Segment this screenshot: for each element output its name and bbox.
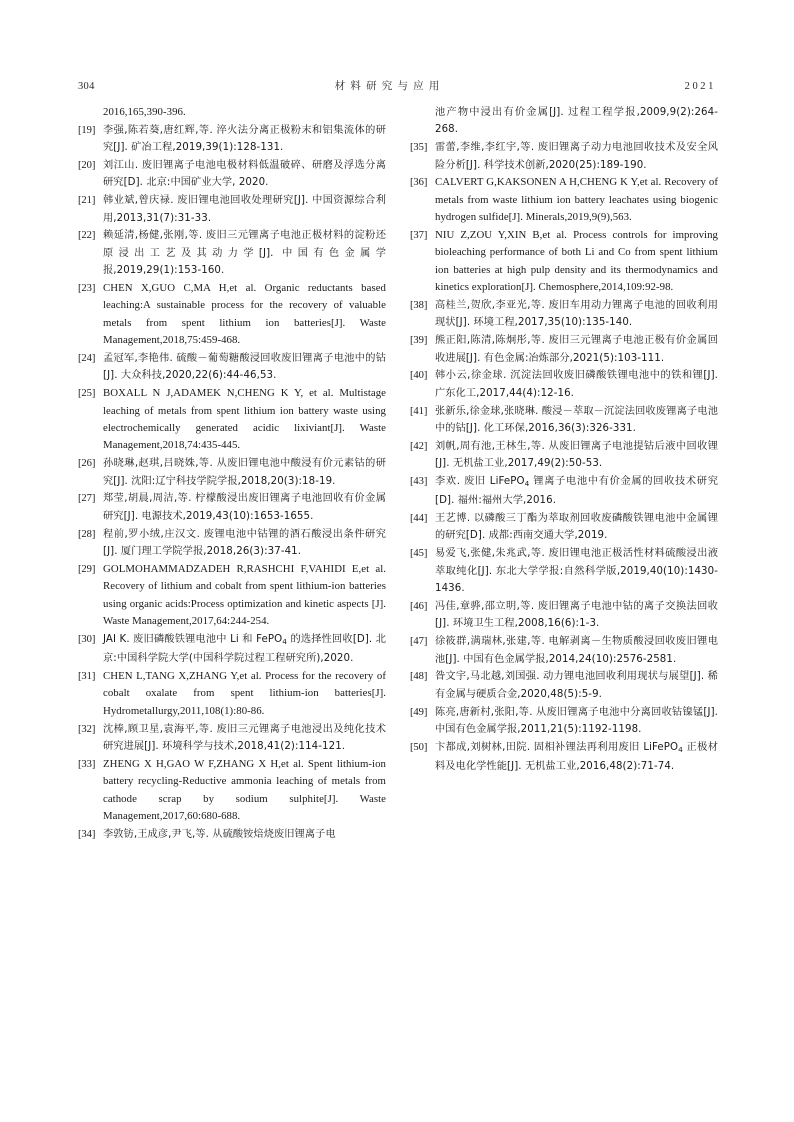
reference-text: 王艺博. 以磷酸三丁酯为萃取剂回收废磷酸铁锂电池中金属锂的研究[D]. 成都:西南交通大学,2019. — [435, 513, 718, 542]
reference-text: 冯佳,章骅,邵立明,等. 废旧锂离子电池中钴的离子交换法回收[J]. 环境卫生工程,2008,16(6):1-3. — [435, 600, 718, 630]
reference-number: [29] — [78, 563, 96, 575]
reference-text: 熊正阳,陈清,陈炯彤,等. 废旧三元锂离子电池正极有价金属回收进展[J]. 有色金属:冶炼部分,2021(5):103-111. — [435, 335, 718, 364]
reference-list — [410, 104, 718, 775]
reference-number: [48] — [410, 671, 428, 683]
reference-text: 韩小云,徐金球. 沉淀法回收废旧磷酸铁锂电池中的铁和锂[J]. 广东化工,2017,44(4):12-16. — [435, 370, 718, 399]
reference-entry — [78, 280, 386, 350]
reference-entry — [410, 633, 718, 668]
reference-entry — [410, 438, 718, 473]
reference-text: GOLMOHAMMADZADEH R,RASHCHI F,VAHIDI E,et al. Recovery of lithium and cobalt from spent lithium-ion batteries using organic acids:Process optimization and kinetic aspects [J]. Waste Management,2017,64:244-254. — [103, 562, 386, 628]
reference-number: [47] — [410, 636, 428, 648]
reference-text: 易爱飞,张健,朱兆武,等. 废旧锂电池正极活性材料硫酸浸出液萃取纯化[J]. 东北大学学报:自然科学版,2019,40(10):1430-1436. — [435, 548, 718, 595]
reference-text: 昝文宇,马北越,刘国强. 动力锂电池回收利用现状与展望[J]. 稀有金属与硬质合金,2020,48(5):5-9. — [435, 671, 718, 700]
reference-entry — [410, 598, 718, 633]
reference-entry — [78, 227, 386, 279]
left-column — [78, 104, 386, 1064]
reference-entry — [78, 192, 386, 227]
reference-number: [23] — [78, 283, 96, 295]
reference-entry — [410, 297, 718, 332]
reference-number: [45] — [410, 548, 428, 560]
reference-entry — [410, 473, 718, 510]
reference-entry — [410, 403, 718, 438]
reference-number: [33] — [78, 758, 96, 770]
reference-entry — [410, 332, 718, 367]
reference-text: 刘江山. 废旧锂离子电池电极材料低温破碎、研磨及浮选分离研究[D]. 北京:中国矿业大学, 2020. — [103, 160, 386, 189]
reference-columns — [78, 104, 718, 1064]
reference-number: [27] — [78, 493, 96, 505]
reference-number: [30] — [78, 633, 96, 645]
reference-text: NIU Z,ZOU Y,XIN B,et al. Process controls for improving bioleaching performance of both Li and Co from spent lithium ion batteries at high pulp density and its thermodynamics and kinetics exploration[J]. Chemosphere,2014,109:92-98. — [435, 229, 718, 294]
reference-number: [22] — [78, 230, 96, 242]
reference-text: 陈亮,唐新村,张阳,等. 从废旧锂离子电池中分离回收钴镍锰[J]. 中国有色金属学报,2011,21(5):1192-1198. — [435, 706, 718, 735]
reference-number: [37] — [410, 230, 428, 242]
publication-year: 2021 — [684, 81, 716, 92]
reference-entry — [78, 756, 386, 826]
reference-number: [42] — [410, 440, 428, 452]
reference-text: 郑莹,胡晨,周洁,等. 柠檬酸浸出废旧锂离子电池回收有价金属研究[J]. 电源技术,2019,43(10):1653-1655. — [103, 493, 386, 522]
reference-text: JAI K. 废旧磷酸铁锂电池中 Li 和 FePO$_4$ 的选择性回收[D]. 北京:中国科学院大学(中国科学院过程工程研究所),2020. — [103, 633, 387, 665]
reference-number: [46] — [410, 600, 428, 612]
reference-text: 张新乐,徐金球,张晓琳. 酸浸－萃取－沉淀法回收废锂离子电池中的钴[J]. 化工环保,2016,36(3):326-331. — [435, 405, 718, 435]
right-column — [410, 104, 718, 1064]
reference-text: 池产物中浸出有价金属[J]. 过程工程学报,2009,9(2):264-268. — [435, 107, 718, 136]
reference-number: [31] — [78, 670, 96, 682]
reference-number: [41] — [410, 405, 428, 417]
reference-number: [26] — [78, 458, 96, 470]
reference-text: 李敦钫,王成彦,尹飞,等. 从硫酸铵焙烧废旧锂离子电 — [103, 828, 336, 840]
reference-text: 李强,陈若葵,唐红辉,等. 淬火法分离正极粉末和铝集流体的研究[J]. 矿冶工程,2019,39(1):128-131. — [103, 124, 386, 154]
reference-entry — [78, 455, 386, 490]
reference-entry — [78, 385, 386, 455]
reference-text: CALVERT G,KAKSONEN A H,CHENG K Y,et al. Recovery of metals from waste lithium ion battery leachates using biogenic hydrogen sulfide[J]. Minerals,2019,9(9),563. — [435, 176, 718, 224]
reference-number: [28] — [78, 528, 96, 540]
reference-number: [35] — [410, 142, 428, 154]
reference-text: 程前,罗小绒,庄汉文. 废锂电池中钴锂的酒石酸浸出条件研究[J]. 厦门理工学院学报,2018,26(3):37-41. — [103, 528, 386, 558]
running-head — [78, 78, 716, 96]
reference-text: 孙晓琳,赵琪,吕晓姝,等. 从废旧锂电池中酸浸有价元素钴的研究[J]. 沈阳:辽宁科技学院学报,2018,20(3):18-19. — [103, 458, 386, 487]
page-number: 304 — [78, 81, 95, 92]
reference-text: 孟冠军,李艳伟. 硫酸－葡萄糖酸浸回收废旧锂离子电池中的钴[J]. 大众科技,2020,22(6):44-46,53. — [103, 353, 386, 382]
reference-text: ZHENG X H,GAO W F,ZHANG X H,et al. Spent lithium-ion battery recycling-Reductive ammonia leaching of metals from cathode scrap by sodium sulphite[J]. Waste Management,2017,60:680-688. — [103, 757, 386, 822]
reference-number: [25] — [78, 388, 96, 400]
reference-text: 李欢. 废旧 LiFePO$_4$ 锂离子电池中有价金属的回收技术研究[D]. 福州:福州大学,2016. — [435, 476, 718, 507]
reference-text: 雷蕾,李维,李红宇,等. 废旧锂离子动力电池回收技术及安全风险分析[J]. 科学技术创新,2020(25):189-190. — [435, 142, 718, 171]
reference-entry — [410, 367, 718, 402]
reference-number: [43] — [410, 476, 428, 488]
reference-entry — [410, 510, 718, 545]
reference-number: [24] — [78, 353, 96, 365]
reference-entry — [78, 668, 386, 720]
reference-number: [32] — [78, 723, 96, 735]
reference-entry — [78, 526, 386, 561]
reference-text: 2016,165,390-396. — [103, 106, 186, 118]
reference-number: [34] — [78, 828, 96, 840]
reference-entry — [78, 826, 386, 843]
reference-number: [19] — [78, 124, 96, 136]
reference-text: CHEN L,TANG X,ZHANG Y,et al. Process for the recovery of cobalt oxalate from spent lithium-ion batteries[J]. Hydrometallurgy,2011,108(1):80-86. — [103, 669, 386, 717]
reference-number: [44] — [410, 513, 428, 525]
reference-entry — [410, 174, 718, 226]
reference-entry — [78, 631, 386, 668]
reference-text: 高桂兰,贺欣,李亚光,等. 废旧车用动力锂离子电池的回收利用现状[J]. 环境工程,2017,35(10):135-140. — [435, 300, 718, 329]
reference-entry — [78, 490, 386, 525]
reference-text: BOXALL N J,ADAMEK N,CHENG K Y, et al. Multistage leaching of metals from spent lithium ion battery waste using electrochemically generated acidic lixiviant[J]. Waste Management,2018,74:435-445. — [103, 387, 386, 452]
reference-list — [78, 104, 386, 843]
reference-number: [39] — [410, 335, 428, 347]
reference-text: 韩业斌,曾庆禄. 废旧锂电池回收处理研究[J]. 中国资源综合利用,2013,31(7):31-33. — [103, 195, 386, 224]
reference-number: [50] — [410, 741, 428, 753]
reference-text: 刘帆,周有池,王林生,等. 从废旧锂离子电池提钴后液中回收锂[J]. 无机盐工业,2017,49(2):50-53. — [435, 440, 718, 470]
journal-title: 材料研究与应用 — [334, 80, 445, 92]
reference-entry — [78, 561, 386, 631]
reference-number: [36] — [410, 177, 428, 189]
reference-text: CHEN X,GUO C,MA H,et al. Organic reductants based leaching:A sustainable process for the recovery of valuable metals from spent lithium ion batteries[J]. Waste Management,2018,75:459-468. — [103, 282, 386, 347]
reference-number: [21] — [78, 195, 96, 207]
reference-entry — [410, 227, 718, 297]
reference-entry — [78, 157, 386, 192]
reference-entry — [410, 104, 718, 139]
reference-entry — [78, 104, 386, 121]
reference-entry — [410, 668, 718, 703]
reference-text: 徐筱群,满瑞林,张建,等. 电解剥离－生物质酸浸回收废旧锂电池[J]. 中国有色金属学报,2014,24(10):2576-2581. — [435, 636, 718, 665]
reference-number: [38] — [410, 300, 428, 312]
reference-text: 沈棒,顾卫星,袁海平,等. 废旧三元锂离子电池浸出及纯化技术研究进展[J]. 环境科学与技术,2018,41(2):114-121. — [103, 723, 386, 752]
reference-number: [49] — [410, 706, 428, 718]
reference-entry — [410, 739, 718, 776]
reference-entry — [78, 721, 386, 756]
reference-entry — [410, 704, 718, 739]
reference-entry — [410, 545, 718, 597]
reference-number: [20] — [78, 160, 96, 171]
reference-entry — [78, 122, 386, 157]
reference-entry — [78, 350, 386, 385]
reference-text: 卞都成,刘树林,田院. 固相补锂法再利用废旧 LiFePO$_4$ 正极材料及电化学性能[J]. 无机盐工业,2016,48(2):71-74. — [435, 741, 719, 772]
reference-number: [40] — [410, 370, 428, 382]
reference-entry — [410, 139, 718, 174]
reference-text: 赖延清,杨健,张刚,等. 废旧三元锂离子电池正极材料的淀粉还原浸出工艺及其动力学[J]. 中国有色金属学报,2019,29(1):153-160. — [103, 230, 386, 277]
